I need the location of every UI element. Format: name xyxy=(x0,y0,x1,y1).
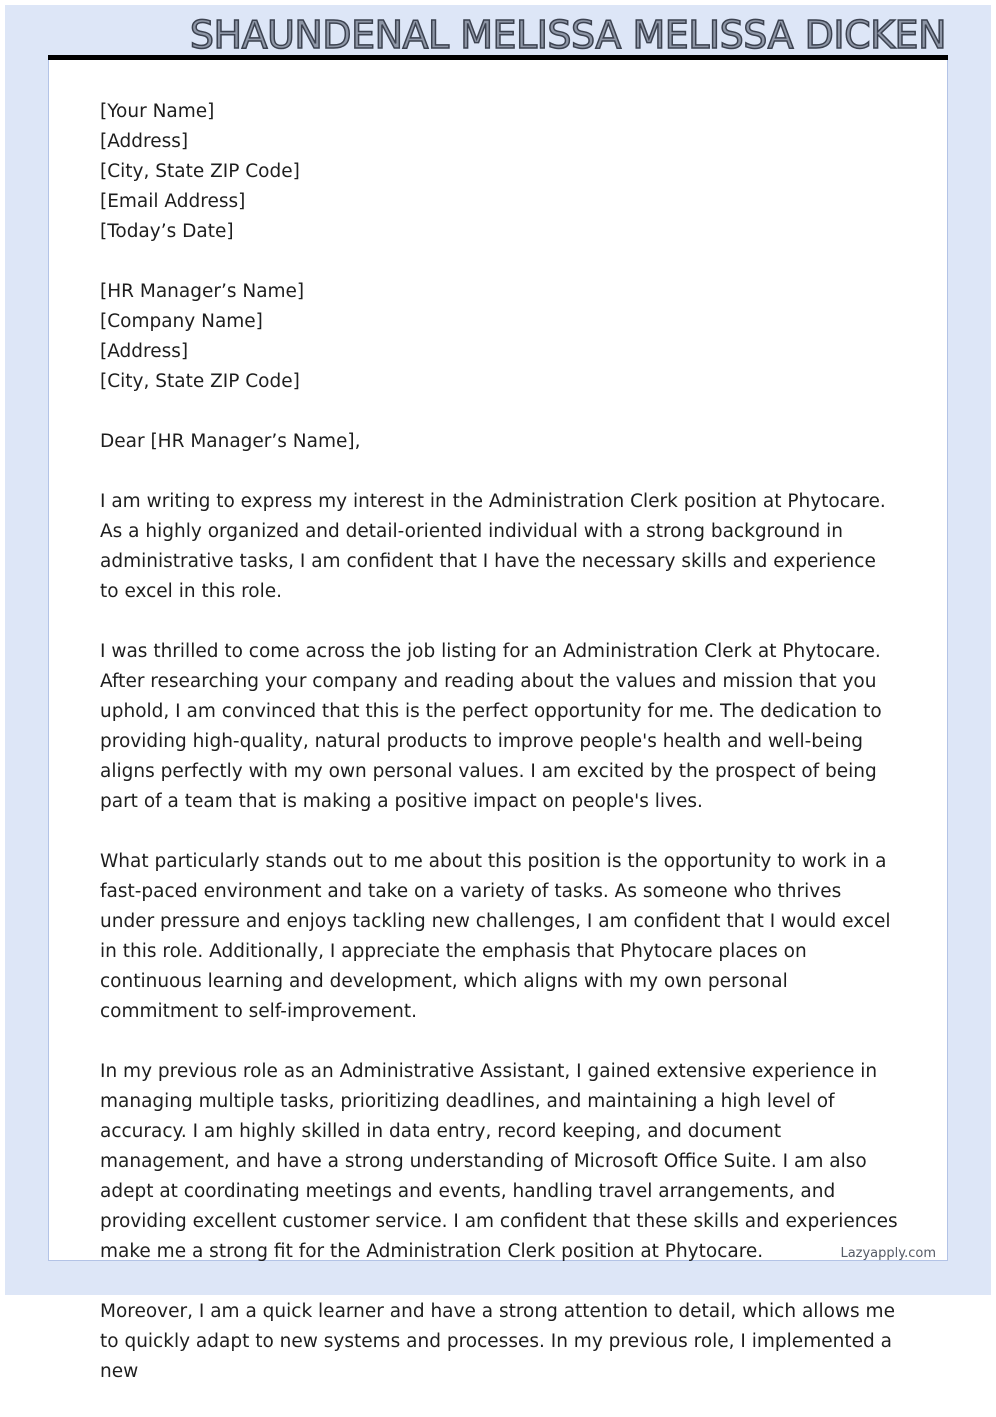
sender-block xyxy=(100,97,900,247)
body-paragraph: I was thrilled to come across the job listing for an Administration Clerk at Phytocare. After researching your company and reading about the values and mission that you uphold, I am convinced that this is the perfect opportunity for me. The dedication to providing high-quality, natural products to improve people's health and well-being aligns perfectly with my own personal values. I am excited by the prospect of being part of a team that is making a positive impact on people's lives. xyxy=(100,641,882,812)
body-paragraph: In my previous role as an Administrative Assistant, I gained extensive experience in managing multiple tasks, prioritizing deadlines, and maintaining a high level of accuracy. I am highly skilled in data entry, record keeping, and document management, and have a strong understanding of Microsoft Office Suite. I am also adept at coordinating meetings and events, handling travel arrangements, and providing excellent customer service. I am confident that these skills and experiences make me a strong fit for the Administration Clerk position at Phytocare. xyxy=(100,1061,898,1262)
body-paragraph: What particularly stands out to me about this position is the opportunity to work in a fast-paced environment and take on a variety of tasks. As someone who thrives under pressure and enjoys tackling new challenges, I am confident that I would excel in this role. Additionally, I appreciate the emphasis that Phytocare places on continuous learning and development, which aligns with my own personal commitment to self-improvement. xyxy=(100,851,891,1022)
sender-name: [Your Name] xyxy=(100,101,215,122)
spacer xyxy=(100,247,900,277)
cover-letter-body xyxy=(100,97,900,1417)
recipient-name: [HR Manager’s Name] xyxy=(100,281,305,302)
recipient-company: [Company Name] xyxy=(100,311,263,332)
body-paragraph: I am writing to express my interest in the Administration Clerk position at Phytocare. As a highly organized and detail-oriented individual with a strong background in administrative tasks, I am confident that I have the necessary skills and experience to excel in this role. xyxy=(100,491,886,602)
body-paragraph: Moreover, I am a quick learner and have a strong attention to detail, which allows me to quickly adapt to new systems and processes. In my previous role, I implemented a new xyxy=(100,1301,895,1382)
sender-city-state-zip: [City, State ZIP Code] xyxy=(100,161,300,182)
recipient-block xyxy=(100,277,900,397)
applicant-name: SHAUNDENAL MELISSA MELISSA DICKEN xyxy=(189,13,946,57)
sender-email: [Email Address] xyxy=(100,191,246,212)
letter-date: [Today’s Date] xyxy=(100,221,234,242)
recipient-city-state-zip: [City, State ZIP Code] xyxy=(100,371,300,392)
sender-address: [Address] xyxy=(100,131,189,152)
watermark: Lazyapply.com xyxy=(840,1246,936,1261)
recipient-address: [Address] xyxy=(100,341,189,362)
salutation: Dear [HR Manager’s Name], xyxy=(100,431,361,452)
spacer xyxy=(100,397,900,427)
